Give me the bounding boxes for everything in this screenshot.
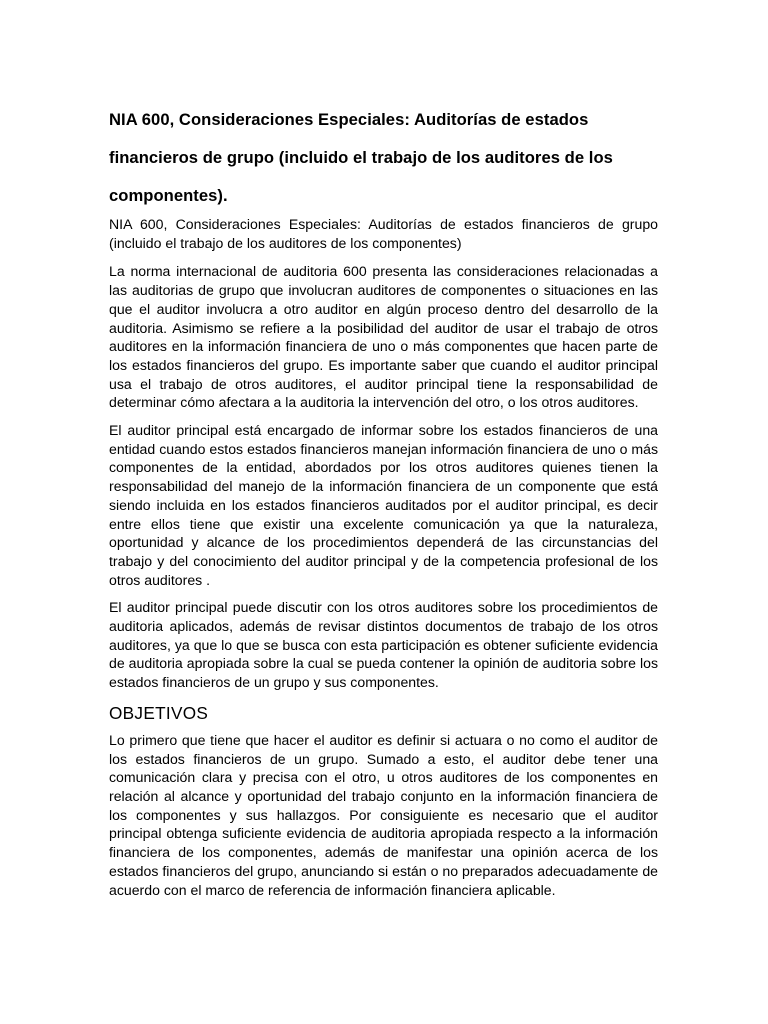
paragraph-auditor-principal: El auditor principal está encargado de informar sobre los estados financieros de una entidad cuando estos estados financieros manejan información financiera de uno o más componentes de la entidad, abordados por los otros auditores quienes tienen la responsabilidad del manejo de la información financiera de un componente que está siendo incluida en los estados financieros auditados por el auditor principal, es decir entre ellos tiene que existir una excelente comunicación ya que la naturaleza, oportunidad y alcance de los procedimientos dependerá de las circunstancias del trabajo y del conocimiento del auditor principal y de la competencia profesional de los otros auditores . xyxy=(109,422,658,588)
section-heading-objetivos: OBJETIVOS xyxy=(109,702,209,723)
paragraph-objetivos: Lo primero que tiene que hacer el auditor es definir si actuara o no como el auditor de los estados financieros de un grupo. Sumado a esto, el auditor debe tener una comunicación clara y precisa con el otro, u otros auditores de los componentes en relación al alcance y oportunidad del trabajo conjunto en la información financiera de los componentes y sus hallazgos. Por consiguiente es necesario que el auditor principal obtenga suficiente evidencia de auditoria apropiada respecto a la información financiera de los componentes, además de manifestar una opinión acerca de los estados financieros del grupo, anunciando si están o no preparados adecuadamente de acuerdo con el marco de referencia de información financiera aplicable. xyxy=(109,731,658,898)
document-title: NIA 600, Consideraciones Especiales: Auditorías de estados financieros de grupo (incluido el trabajo de los auditores de los componentes). xyxy=(109,110,613,205)
paragraph-intro: La norma internacional de auditoria 600 presenta las consideraciones relacionadas a las auditorias de grupo que involucran auditores de componentes o situaciones en las que el auditor involucra a otro auditor en algún proceso dentro del desarrollo de la auditoria. Asimismo se refiere a la posibilidad del auditor de usar el trabajo de otros auditores en la información financiera de uno o más componentes que hacen parte de los estados financieros del grupo. Es importante saber que cuando el auditor principal usa el trabajo de otros auditores, el auditor principal tiene la responsabilidad de determinar cómo afectara a la auditoria la intervención del otro, o los otros auditores. xyxy=(109,263,658,411)
paragraph-procedimientos: El auditor principal puede discutir con los otros auditores sobre los procedimientos de auditoria aplicados, además de revisar distintos documentos de trabajo de los otros auditores, ya que lo que se busca con esta participación es obtener suficiente evidencia de auditoria apropiada sobre la cual se pueda contener la opinión de auditoria sobre los estados financieros de un grupo y sus componentes. xyxy=(109,599,658,691)
paragraph-subtitle: NIA 600, Consideraciones Especiales: Auditorías de estados financieros de grupo (incluido el trabajo de los auditores de los componentes) xyxy=(109,216,658,251)
